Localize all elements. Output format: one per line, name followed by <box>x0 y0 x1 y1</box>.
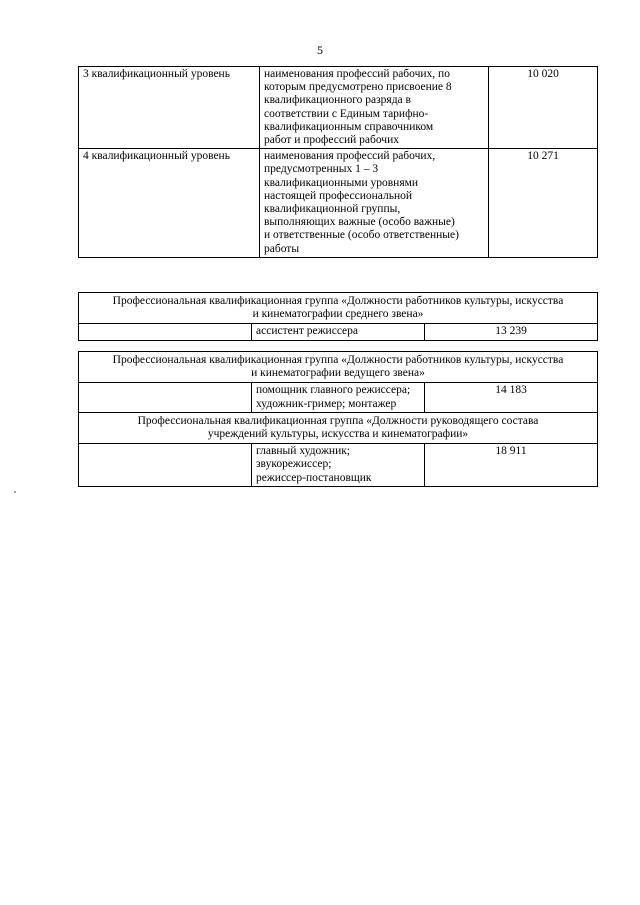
group-header-row <box>79 293 598 324</box>
description-cell: ассистент режиссера <box>252 324 425 340</box>
salary-cell: 10 020 <box>489 67 598 149</box>
group-header-row <box>79 352 598 383</box>
table-row <box>79 383 598 412</box>
level-cell <box>79 383 252 412</box>
salary-cell: 18 911 <box>425 444 598 487</box>
table-row <box>79 67 598 149</box>
group-header: Профессиональная квалификационная группа «Должности руководящего состава учреждений культуры, искусства и кинематографии» <box>79 412 598 443</box>
qualification-levels-table <box>78 66 598 258</box>
page-number: 5 <box>317 43 323 57</box>
group-header-row <box>79 412 598 443</box>
table-row <box>79 149 598 258</box>
level-cell <box>79 444 252 487</box>
table-row <box>79 444 598 487</box>
level-cell: 4 квалификационный уровень <box>79 149 260 258</box>
description-cell: главный художник; звукорежиссер; режиссер-постановщик <box>252 444 425 487</box>
description-cell: наименования профессий рабочих, по которым предусмотрено присвоение 8 квалификационного разряда в соответствии с Единым тарифно- квалификационным справочником работ и профессий рабочих <box>260 67 489 149</box>
salary-cell: 14 183 <box>425 383 598 412</box>
level-cell <box>79 324 252 340</box>
group-header: Профессиональная квалификационная группа «Должности работников культуры, искусства и кинематографии ведущего звена» <box>79 352 598 383</box>
mid-level-culture-group-table <box>78 292 598 341</box>
level-cell: 3 квалификационный уровень <box>79 67 260 149</box>
salary-cell: 10 271 <box>489 149 598 258</box>
group-header: Профессиональная квалификационная группа «Должности работников культуры, искусства и кинематографии среднего звена» <box>79 293 598 324</box>
salary-cell: 13 239 <box>425 324 598 340</box>
scan-artifact <box>14 491 16 493</box>
table-row <box>79 324 598 340</box>
description-cell: помощник главного режиссера; художник-гример; монтажер <box>252 383 425 412</box>
description-cell: наименования профессий рабочих, предусмотренных 1 – 3 квалификационными уровнями настоящей профессиональной квалификационной группы, выполняющих важные (особо важные) и ответственные (особо ответственные) работы <box>260 149 489 258</box>
leading-level-culture-group-table <box>78 351 598 487</box>
